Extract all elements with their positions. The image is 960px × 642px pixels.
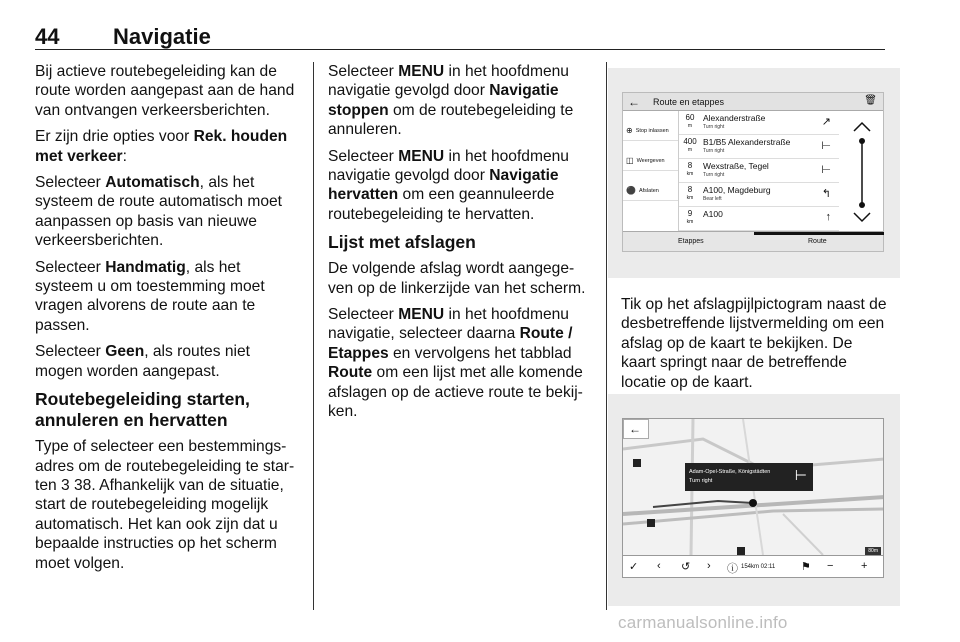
active-tab-indicator <box>754 232 884 235</box>
tab-bar <box>623 231 883 251</box>
scroll-end <box>859 202 865 208</box>
traffic-icon[interactable]: ⚑ <box>801 561 811 573</box>
scroll-up-icon <box>854 123 870 131</box>
paragraph: Tik op het afslagpijlpictogram naast de desbetreffende lijstvermelding om een afslag op de kaart te bekijken. De kaart springt naar de betreffende locatie op de kaart. <box>621 296 887 391</box>
reroute-icon[interactable]: ↺ <box>681 561 691 573</box>
column-left <box>35 62 300 580</box>
turn-right-icon[interactable]: ⊢ <box>821 140 831 152</box>
figure-map-view <box>608 394 900 606</box>
maneuver-list <box>679 111 839 231</box>
straight-arrow-icon[interactable]: ↑ <box>825 211 831 223</box>
map-toolbar <box>623 555 884 578</box>
zoom-out-icon[interactable]: − <box>827 560 834 572</box>
list-item[interactable]: 60 m Alexanderstraße Turn right ↗ <box>679 111 839 135</box>
map-scale: 80m <box>865 547 881 555</box>
paragraph: Selecteer Handmatig, als het systeem u om toestemming moet vragen alvorens de route aan te passen. <box>35 258 265 334</box>
column-divider <box>313 62 314 610</box>
afslaten-button[interactable]: ⚫ Afslaten <box>623 171 678 201</box>
add-stop-icon: ⊕ <box>626 126 633 135</box>
turn-right-icon: ⊢ <box>794 467 807 483</box>
zoom-in-icon[interactable]: + <box>861 560 868 572</box>
tab-route[interactable]: Route <box>808 238 827 245</box>
next-icon[interactable]: › <box>707 560 711 572</box>
back-arrow-icon[interactable]: ← <box>628 95 640 109</box>
column-middle <box>328 62 592 429</box>
route-list-screen <box>622 92 884 252</box>
turn-right-icon[interactable]: ⊢ <box>821 164 831 176</box>
paragraph: Selecteer Automatisch, als het systeem de route automatisch moet aanpassen op basis van nieuwe verkeersberichten. <box>35 174 283 250</box>
turn-right-icon[interactable]: ↗ <box>821 116 831 128</box>
next-turn-banner <box>685 463 813 491</box>
scroll-down-icon <box>854 213 870 221</box>
pin-icon: ⚫ <box>626 186 636 195</box>
trash-icon[interactable]: 🗑 <box>864 95 877 106</box>
parking-icon <box>633 459 641 467</box>
stop-inlassen-button[interactable]: ⊕ Stop inlassen <box>623 111 678 141</box>
left-button-panel <box>623 111 679 231</box>
vehicle-position-icon <box>749 499 757 507</box>
paragraph: Type of selecteer een bestemmings-adres om de routebegeleiding te star-ten 3 38. Afhankelijk van de situatie, start de routebegeleiding mogelijk automatisch. Het kan ook zijn dat u bepaalde instructies op het scherm moet volgen. <box>35 438 295 572</box>
bear-left-icon[interactable]: ↰ <box>821 188 831 200</box>
parking-icon <box>737 547 745 555</box>
figure-route-list <box>608 68 900 278</box>
map-screen <box>622 418 884 578</box>
section-heading-afslagen: Lijst met afslagen <box>328 232 476 253</box>
map-icon: ◫ <box>626 156 634 165</box>
paragraph: De volgende afslag wordt aangege-ven op de linkerzijde van het scherm. <box>328 260 586 297</box>
paragraph: Selecteer MENU in het hoofdmenu navigatie gevolgd door Navigatie hervatten om een geannuleerde routebegeleiding te hervatten. <box>328 147 569 223</box>
page-title: Navigatie <box>113 24 211 49</box>
column-right <box>621 295 887 399</box>
watermark: carmanualsonline.info <box>618 613 788 632</box>
paragraph: Selecteer MENU in het hoofdmenu navigatie, selecteer daarna Route / Etappes en vervolgens het tabblad Route om een lijst met alle komende afslagen op de actieve route te bekij-ken. <box>328 306 583 421</box>
turn-instruction: Turn right <box>689 478 713 484</box>
tab-etappes[interactable]: Etappes <box>678 238 704 245</box>
parking-icon <box>647 519 655 527</box>
check-icon[interactable]: ✓ <box>629 561 639 573</box>
turn-street: Adam-Opel-Straße, Königstädten <box>689 469 771 475</box>
weergeven-button[interactable]: ◫ Weergeven <box>623 141 678 171</box>
info-icon[interactable]: ⓘ <box>727 563 738 575</box>
eta-readout: 154km 02:11 <box>741 564 776 570</box>
paragraph: Er zijn drie opties voor Rek. houden met verkeer: <box>35 128 288 165</box>
column-divider <box>606 62 607 610</box>
back-arrow-icon[interactable]: ← <box>623 419 649 439</box>
prev-icon[interactable]: ‹ <box>657 560 661 572</box>
list-item[interactable]: 8 km Wexstraße, Tegel Turn right ⊢ <box>679 159 839 183</box>
page-number: 44 <box>35 24 60 49</box>
section-heading-routebegeleiding: Routebegeleiding starten, annuleren en hervatten <box>35 389 250 431</box>
list-item[interactable]: 8 km A100, Magdeburg Bear left ↰ <box>679 183 839 207</box>
page-header <box>35 22 885 50</box>
screen-title: Route en etappes <box>653 97 725 107</box>
list-item[interactable]: 400 m B1/B5 Alexanderstraße Turn right ⊢ <box>679 135 839 159</box>
list-item[interactable]: 9 km A100 ↑ <box>679 207 839 231</box>
scrollbar[interactable] <box>845 117 879 227</box>
paragraph: Selecteer MENU in het hoofdmenu navigatie gevolgd door Navigatie stoppen om de routebegeleiding te annuleren. <box>328 63 574 139</box>
paragraph: Bij actieve routebegeleiding kan de route worden aangepast aan de hand van ontvangen verkeersberichten. <box>35 63 295 119</box>
paragraph: Selecteer Geen, als routes niet mogen worden aangepast. <box>35 343 250 380</box>
screen-title-bar <box>623 93 883 111</box>
